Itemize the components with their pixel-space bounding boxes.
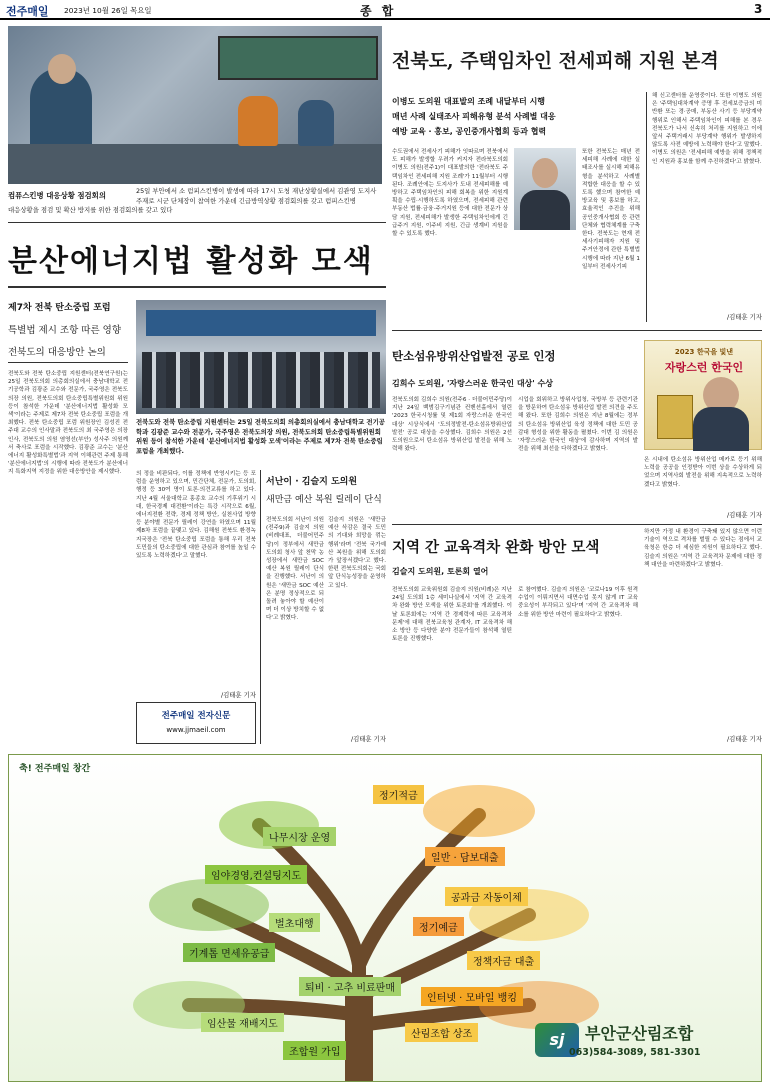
housing-sub3: 예방 교육 · 홍보, 공인중개사협회 등과 협력 xyxy=(392,127,547,136)
forest-union-ad xyxy=(8,754,762,1082)
energy-headline: 분산에너지법 활성화 모색 xyxy=(8,244,374,279)
energy-sub2: 특별법 제시 조항 따른 영향 xyxy=(8,325,122,336)
budget-title1: 서난이 · 김슬지 도의원 xyxy=(266,477,358,487)
edu-byline: /김태훈 기자 xyxy=(726,735,762,743)
ad-tag: 일반 · 담보대출 xyxy=(425,847,505,866)
ad-tag: 정기예금 xyxy=(413,917,464,936)
divider xyxy=(8,222,386,223)
forum-photo-caption: 전북도와 전북 탄소중립 지원센터는 25일 전북도의회 의총회의실에서 충남대학교 전기공학과 김광준 교수와 전문가, 국주영은 전북도의장 의원, 전북도의회 탄소중립특별위원회 위원 등이 참석한 가운데 '분산에너지법 활성화 모색'이라는 주제로 제7차 전북 탄소중립 포럼을 개최했다. xyxy=(136,418,385,455)
org-name: 부안군산림조합 xyxy=(585,1024,694,1043)
housing-body-mid: 또한 전북도는 매년 전세피해 사례에 대한 실태조사를 실시해 피해유형을 분석하고 사례별 적합한 대응을 할 수 있도록 했으며 참여한 예방교육 및 홍보를 하고, 효율적인 추진을 위해 공인중개사협회 등 관련 단체와 협력체계를 구축한다. 전북도는 현재 전세사기피해자 지원 및 주거안정에 관한 특별법 시행에 따라 지난 6월 1일부터 전세사기피 xyxy=(582,149,640,270)
housing-headline: 전북도, 주택임차인 전세피해 지원 본격 xyxy=(392,50,719,72)
ad-tag: 공과금 자동이체 xyxy=(445,887,528,906)
awardee-suit xyxy=(693,407,749,451)
person-figure-3 xyxy=(298,100,334,146)
carbon-byline: /김태훈 기자 xyxy=(726,511,762,519)
desk xyxy=(8,144,382,184)
councillor-portrait xyxy=(514,148,576,230)
video-wall xyxy=(218,36,378,80)
award-photo xyxy=(644,340,762,450)
edu-body-a: 전북도의회 교육위원회 김슬지 의원(비례)은 지난 24일 도의회 1층 세미나실에서 '지역 간 교육격차 완화 방안 모색을 위한 토론회'를 개최했다. 이날 토론회에는 '지역 간 경제력에 따른 교육격차 문제'에 대해 전북교육청 관계자, IT 교육격차 해소 방안 등 다양한 분야 전문가들이 참석해 열띤 토론을 진행했다. xyxy=(392,587,512,643)
energy-body-col1: 전북도와 전북 탄소중립 지원센터(전북연구원)는 25일 전북도의회 의총회의실에서 충남대학교 전기공학과 김광준 교수와 전문가, 국주영은 전북도의장 의원, 전북도의회 탄소중립특별위원회 위원 등이 참석한 가운데 '분산에너지법 활성화 모색'이라는 주제로 제7차 전북 탄소중립 포럼을 개최했다. 전북 탄소중립 포럼 위원장인 김성진 전주대 교수의 인사말과 전북도의 최 국주영은 의장 인사, 전북도의 의원 염영선(부안) 성사주 의원께서 축사로 포럼을 시작했다. 김광준 교수는 '분산에너지 활성화특별법'과 지역 이해관련 주제 통해 '분산에너지법'의 시행에 따라 전북도가 분산에너지 특화지역 지정을 위한 대응방안을 제시했다. xyxy=(8,371,128,476)
budget-byline: /김태훈 기자 xyxy=(350,735,386,743)
forum-banner xyxy=(146,310,376,336)
carbon-sub: 김희수 도의원, '자랑스러운 한국인 대상' 수상 xyxy=(392,379,553,388)
ad-tag: 퇴비 · 고추 비료판매 xyxy=(299,977,401,996)
housing-byline: /김태훈 기자 xyxy=(726,313,762,321)
person-figure-2 xyxy=(238,96,278,146)
photo-caption-line2: 대응상황을 점검 및 확산 방지를 위한 점검회의를 갖고 있다 xyxy=(8,206,173,214)
org-phone: 063)584-3089, 581-3301 xyxy=(569,1047,701,1058)
carbon-body-b: 시업을 회위하고 방위사업청, 국방부 등 관련기관을 방문하여 탄소섬유 방위산업 발전 의견을 주도해 왔다. 또한 김희수 의원은 지난 8월에는 정부의 탄소섬유 방위산업 육성 정책에 대한 도민 공감대 형성을 위한 활동을 펼쳤다. 이번 김 의원은 '자랑스러운 한국인 대상'에 감사하며 지역의 발전을 위해 최선을 다하겠다고 밝혔다. xyxy=(518,397,638,453)
ad-tag: 임야경영,컨설팅지도 xyxy=(205,865,307,884)
ad-tag: 벌초대행 xyxy=(269,913,320,932)
column-divider xyxy=(646,92,647,322)
e-paper-ad xyxy=(136,702,256,744)
issue-date: 2023년 10월 26일 목요일 xyxy=(64,6,152,15)
housing-body-left: 수도권에서 전세사기 피해가 잇따르며 전북에서도 피해가 발생할 우려가 커지자 전라북도의회 이병도 의원(전주1)이 대표발의한 '전라북도 주택임차인 전세피해 지원 조례'가 11월부터 시행된다. 조례안에는 도지사가 도내 전세피해를 예방하고 주택임차인의 피해 회복을 위한 지원계획을 수립·시행하도록 하였으며, 전세피해 관련 부동산 법률·금융·주거지원 등에 대한 전문가 상담 지원, 전세피해가 발생한 주택임차인에게 긴급주거 지원, 이주비 지원, 긴급 생계비 지원을 할 수 있도록 했다. xyxy=(392,149,508,238)
meeting-photo xyxy=(8,26,382,184)
column-divider xyxy=(260,470,261,744)
forum-group-photo xyxy=(136,300,386,414)
ad-tag: 나무시장 운영 xyxy=(263,827,336,846)
e-paper-title: 전주매일 전자신문 xyxy=(161,711,231,721)
housing-sub2: 매년 사례 실태조사 피해유형 분석 사례별 대응 xyxy=(392,112,556,121)
ad-tag: 기계톱 면세유공급 xyxy=(183,943,275,962)
energy-byline: /김태훈 기자 xyxy=(220,691,256,699)
edu-body-b: 로 참여했다. 김슬지 의원은 '코로나19 이후 원격수업이 이뤄지면서 대면수업 못지 않게 IT 교육 중요성이 부각되고 있다'며 '지역 간 교육격차 해소를 위한 방안 마련이 필요하다'고 밝혔다. xyxy=(518,587,638,618)
person-head xyxy=(48,54,76,84)
edu-body-c: 하지만 가정 내 환경이 구축돼 있지 않으면 이런 기술이 역으로 격차를 벌릴 수 있다는 점에서 교육청은 한층 더 세심한 지원이 필요하다고 했다. 김슬지 의원은 '지역 간 교육격차 문제에 대한 정책 대안을 마련하겠다'고 밝혔다. xyxy=(644,529,762,568)
section-name: 종 합 xyxy=(360,4,397,18)
divider xyxy=(392,524,762,525)
award-top: 2023 한국을 빛낸 xyxy=(674,348,734,356)
divider xyxy=(8,286,386,288)
housing-sub1: 이병도 도의원 대표발의 조례 내달부터 시행 xyxy=(392,97,546,106)
divider xyxy=(8,362,128,363)
edu-headline: 지역 간 교육격차 완화 방안 모색 xyxy=(392,540,600,556)
ad-tag: 산림조합 상조 xyxy=(405,1023,478,1042)
portrait-suit xyxy=(520,190,570,230)
ad-tag: 정책자금 대출 xyxy=(467,951,540,970)
leaf-cluster xyxy=(149,879,269,931)
e-paper-url[interactable]: www.jjmaeil.com xyxy=(166,726,226,734)
photo-caption-right: 25일 부안에서 소 럼피스킨병이 발생에 따라 17시 도청 재난상황실에서 김관영 도지사 주재로 시군 단체장이 참여한 가운데 긴급방역상황 점검회의를 갖고 럼피스킨병 xyxy=(136,187,377,205)
energy-sub3: 전북도의 대응방안 논의 xyxy=(8,347,106,358)
ad-tag: 조합원 가입 xyxy=(283,1041,346,1060)
edu-sub: 김슬지 도의원, 토론회 열어 xyxy=(392,567,489,576)
carbon-headline: 탄소섬유방위산업발전 공로 인정 xyxy=(392,349,556,363)
ad-tag: 정기적금 xyxy=(373,785,424,804)
budget-body-a: 전북도의회 서난이 의원(전주9)과 김슬지 의원(비례대표, 더불어민주당)이 정부에서 새만금 도의회 청사 앞 천막 농성장에서 새만금 SOC 예산 복원 릴레이 단식을 진행했다. 서난이 의원은 '새만금 SOC 예산은 분명 정상적으로 되돌려 놓아야 할 예산이며 더 이상 방치할 수 없다'고 밝혔다. xyxy=(266,517,324,622)
carbon-body-a: 전북도의회 김희수 의원(전주6 · 더불어민주당)이 지난 24일 백범김구기념관 컨벤션홀에서 열린 '2023 한국시청률 및 제1회 자랑스러운 한국인 대상' 시상식에서 '도의정발전-탄소섬유방위산업발전' 공로 대상을 수상했다. 김희수 의원은 2선 도의원으로서 탄소섬유 방위산업 발전을 위해 노력해 왔다. xyxy=(392,397,512,453)
energy-sub1: 제7차 전북 탄소중립 포럼 xyxy=(8,303,111,313)
housing-body-right: 해 신고센터를 운영중이다. 또한 이병도 의원은 '주택임대차계약 증명 후 전세보증금의 미반환 또는 경·공매, 부동산 사기 등 부당계약 행위로 인해서 주택임차인이 피해를 본 경우 전북도가 나서 신속히 처리를 지원하고 이에 앞서 주택거래시 부당계약 행위가 발생하지 않도록 사전 예방에 노력해야 한다'고 말했다. 이병도 의원은 '전세피해 예방을 위해 정책적인 지원과 홍보를 함께 추진하겠다'고 밝혔다. xyxy=(652,93,762,165)
photo-caption-title: 컴퓨스킨병 대응상황 점검회의 xyxy=(8,191,106,200)
divider xyxy=(392,330,762,331)
award-plaque xyxy=(657,395,693,439)
ad-tag: 임산물 재배지도 xyxy=(201,1013,284,1032)
portrait-head xyxy=(532,158,558,188)
award-main: 자랑스런 한국인 xyxy=(664,361,744,374)
ad-tag: 인터넷 · 모바일 뱅킹 xyxy=(421,987,523,1006)
budget-body-b: 김슬지 의원은 '새만금 예산 삭감은 결국 도민의 기대와 희망을 꺾는 행위'라며 '전북 국가예산 복원을 위해 도의회가 앞장서겠다'고 했다. 한편 전북도의회는 국회 앞 단식농성장을 운영하고 있다. xyxy=(328,517,386,589)
page-number: 3 xyxy=(754,2,763,16)
budget-title2: 새만금 예산 복원 릴레이 단식 xyxy=(266,495,382,505)
ad-banner: 축! 전주매일 창간 xyxy=(19,764,91,774)
page-header xyxy=(0,0,770,20)
energy-body-col2: 의 정을 비판되다, 이를 정책에 반영시키는 등 포럼을 운영하고 있으며, 민간단체, 전문가, 도의회, 행정 등 30여 명이 토론·의견교류를 하고 있다. 지난 4월 서울대학교 홍종호 교수의 기후위기 시대, 한국경제 대전환'이라는 특강 시작으로 6월, 에너지전환 전략, 경제 정책 방안, 실천사업 방향 등 분야별 전문가 릴레이 강연을 하였으며 11월 제8차 포럼을 끝맺고 있다. 김해원 전북도 환경녹지국장은 '전북 탄소중립 포럼을 통해 우리 전북도민들의 탄소중립에 대한 관심과 참여를 높일 수 있도록 노력하겠다'고 말했다. xyxy=(136,471,256,560)
forest-union-logo: sj xyxy=(535,1023,579,1057)
carbon-body-c: 온 시내에 탄소섬유 방위산업 메카로 등기 위해 노력을 공공을 인정받아 이번 상을 수상하게 되었으며 지역사회 발전을 위해 지속적으로 노력하겠다고 밝혔다. xyxy=(644,457,762,488)
leaf-cluster xyxy=(423,785,535,837)
people-row xyxy=(142,352,380,408)
paper-name: 전주매일 xyxy=(6,5,49,18)
